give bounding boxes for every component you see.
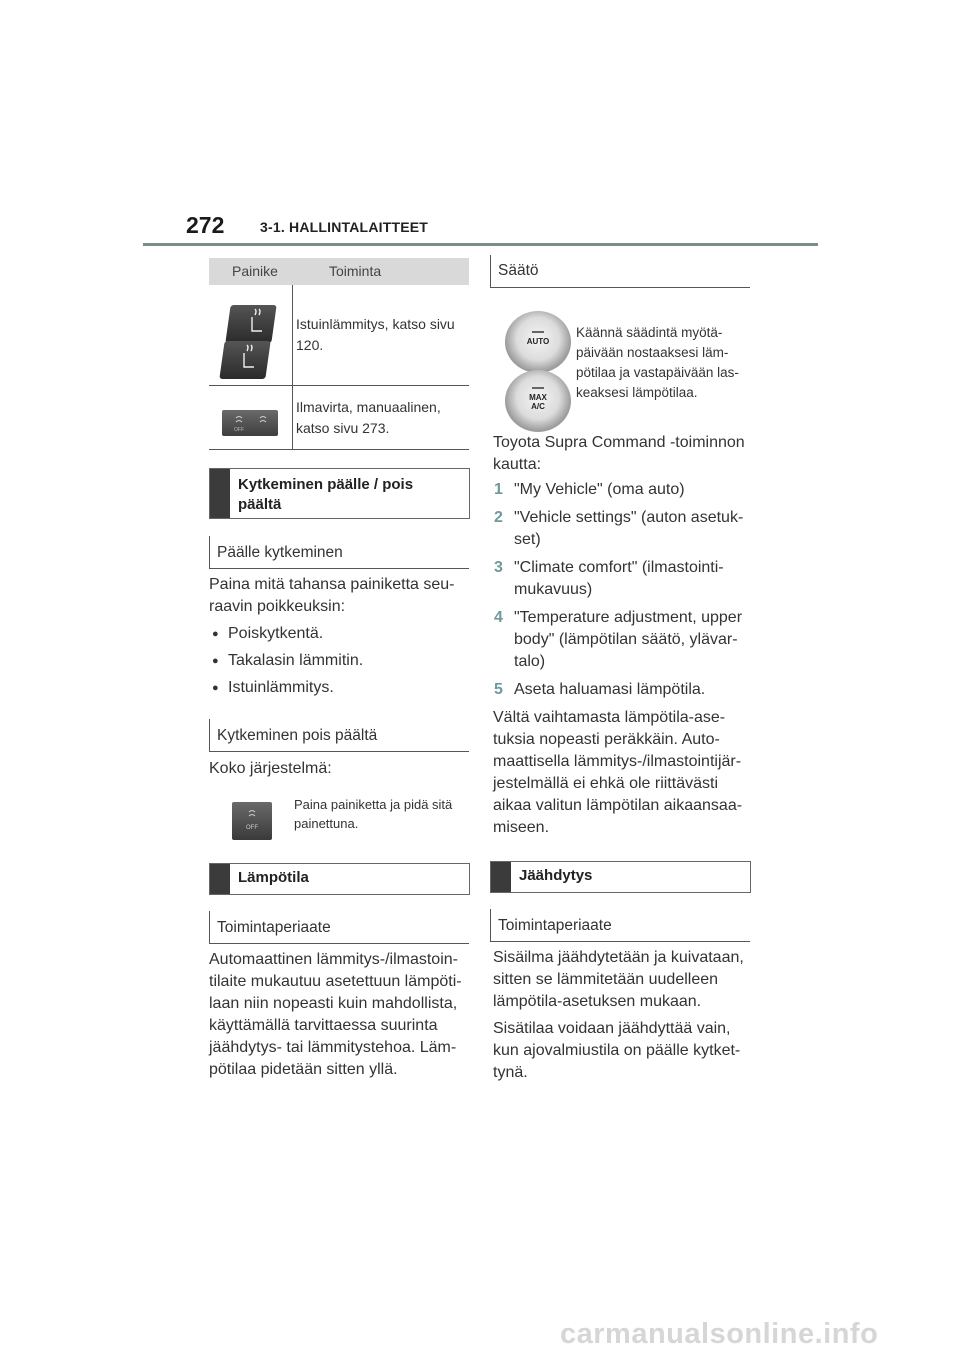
section-onoff <box>209 468 470 519</box>
switch-off-text: Koko järjestelmä: <box>209 760 332 777</box>
page-number: 272 <box>186 212 225 238</box>
svg-text:OFF: OFF <box>234 427 244 433</box>
bullet-item: ● Takalasin lämmitin. <box>228 650 363 672</box>
bullet-item: ● Istuinlämmitys. <box>228 677 334 699</box>
subheading-principle: Toimintaperiaate <box>490 909 750 942</box>
section-onoff-title: Kytkeminen päälle / pois päältä <box>238 476 414 513</box>
max-ac-knob-icon: MAX A/C <box>505 370 571 432</box>
cooling-text-2: Sisätilaa voidaan jäähdyttää vain, kun ajovalmiustila on päälle kytket-tynä. <box>493 1020 741 1081</box>
table-bottom-rule <box>209 449 469 450</box>
col-header-function: Toiminta <box>329 263 382 279</box>
step-item: 5 Aseta haluamasi lämpötila. <box>494 681 706 698</box>
section-temperature-title: Lämpötila <box>238 869 309 886</box>
switch-on-text: Paina mitä tahansa painiketta seu-raavin poikkeuksin: <box>209 576 455 615</box>
table-divider <box>292 285 293 449</box>
adjust-text: Käännä säädintä myötä-päivään nostaaksesi läm-pötilaa ja vastapäivään las-keaksesi lämpötilaa. <box>576 325 739 400</box>
seat-heating-icon <box>222 305 274 379</box>
bullet-item: ● Poiskytkentä. <box>228 623 323 645</box>
step-item: 4 "Temperature adjustment, upper body" (lämpötilan säätö, ylävar-talo) <box>494 609 743 670</box>
off-button-label: OFF <box>246 825 258 831</box>
airflow-buttons-icon <box>222 410 278 436</box>
temperature-text: Automaattinen lämmitys-/ilmastoin-tilaite mukautuu asetettuun lämpöti-laan niin nopeasti kuin mahdollista, käyttämällä tarvittaessa suurinta jäähdytys- tai lämmitystehoa. Läm-pötilaa pidetään sitten yllä. <box>209 951 462 1078</box>
off-button-icon <box>232 802 272 840</box>
warning-text: Vältä vaihtamasta lämpötila-ase-tuksia nopeasti peräkkäin. Auto-maattisella lämmitys-/ilmastointijär-jestelmällä ei ehkä ole riittävästi aikaa valitun lämpötilan aikaansaa-miseen. <box>493 709 743 836</box>
watermark: carmanualsonline.info <box>560 1318 879 1350</box>
subheading-adjust: Säätö <box>490 255 750 288</box>
cooling-text-1: Sisäilma jäähdytetään ja kuivataan, sitten se lämmitetään uudelleen lämpötila-asetuksen mukaan. <box>493 949 744 1010</box>
chapter-title: 3-1. HALLINTALAITTEET <box>260 219 429 235</box>
auto-knob-icon: AUTO <box>505 311 571 373</box>
subheading-switch-on: Päälle kytkeminen <box>209 536 469 569</box>
step-item: 2 "Vehicle settings" (auton asetuk-set) <box>494 509 744 548</box>
section-cooling <box>490 861 751 893</box>
step-item: 3 "Climate comfort" (ilmastointi-mukavuus) <box>494 559 724 598</box>
off-instruction: Paina painiketta ja pidä sitä painettuna. <box>294 797 453 831</box>
subheading-principle: Toimintaperiaate <box>209 911 469 944</box>
header-rule <box>143 243 818 246</box>
row2-text: Ilmavirta, manuaalinen, katso sivu 273. <box>296 399 441 436</box>
section-cooling-title: Jäähdytys <box>519 867 593 884</box>
table-row-rule <box>209 385 469 386</box>
step-item: 1 "My Vehicle" (oma auto) <box>494 481 685 498</box>
section-temperature <box>209 863 470 895</box>
table-header <box>209 258 469 285</box>
col-header-button: Painike <box>232 263 278 279</box>
subheading-switch-off: Kytkeminen pois päältä <box>209 719 469 752</box>
row1-text: Istuinlämmitys, katso sivu 120. <box>296 316 455 353</box>
command-text: Toyota Supra Command -toiminnon kautta: <box>493 434 745 473</box>
